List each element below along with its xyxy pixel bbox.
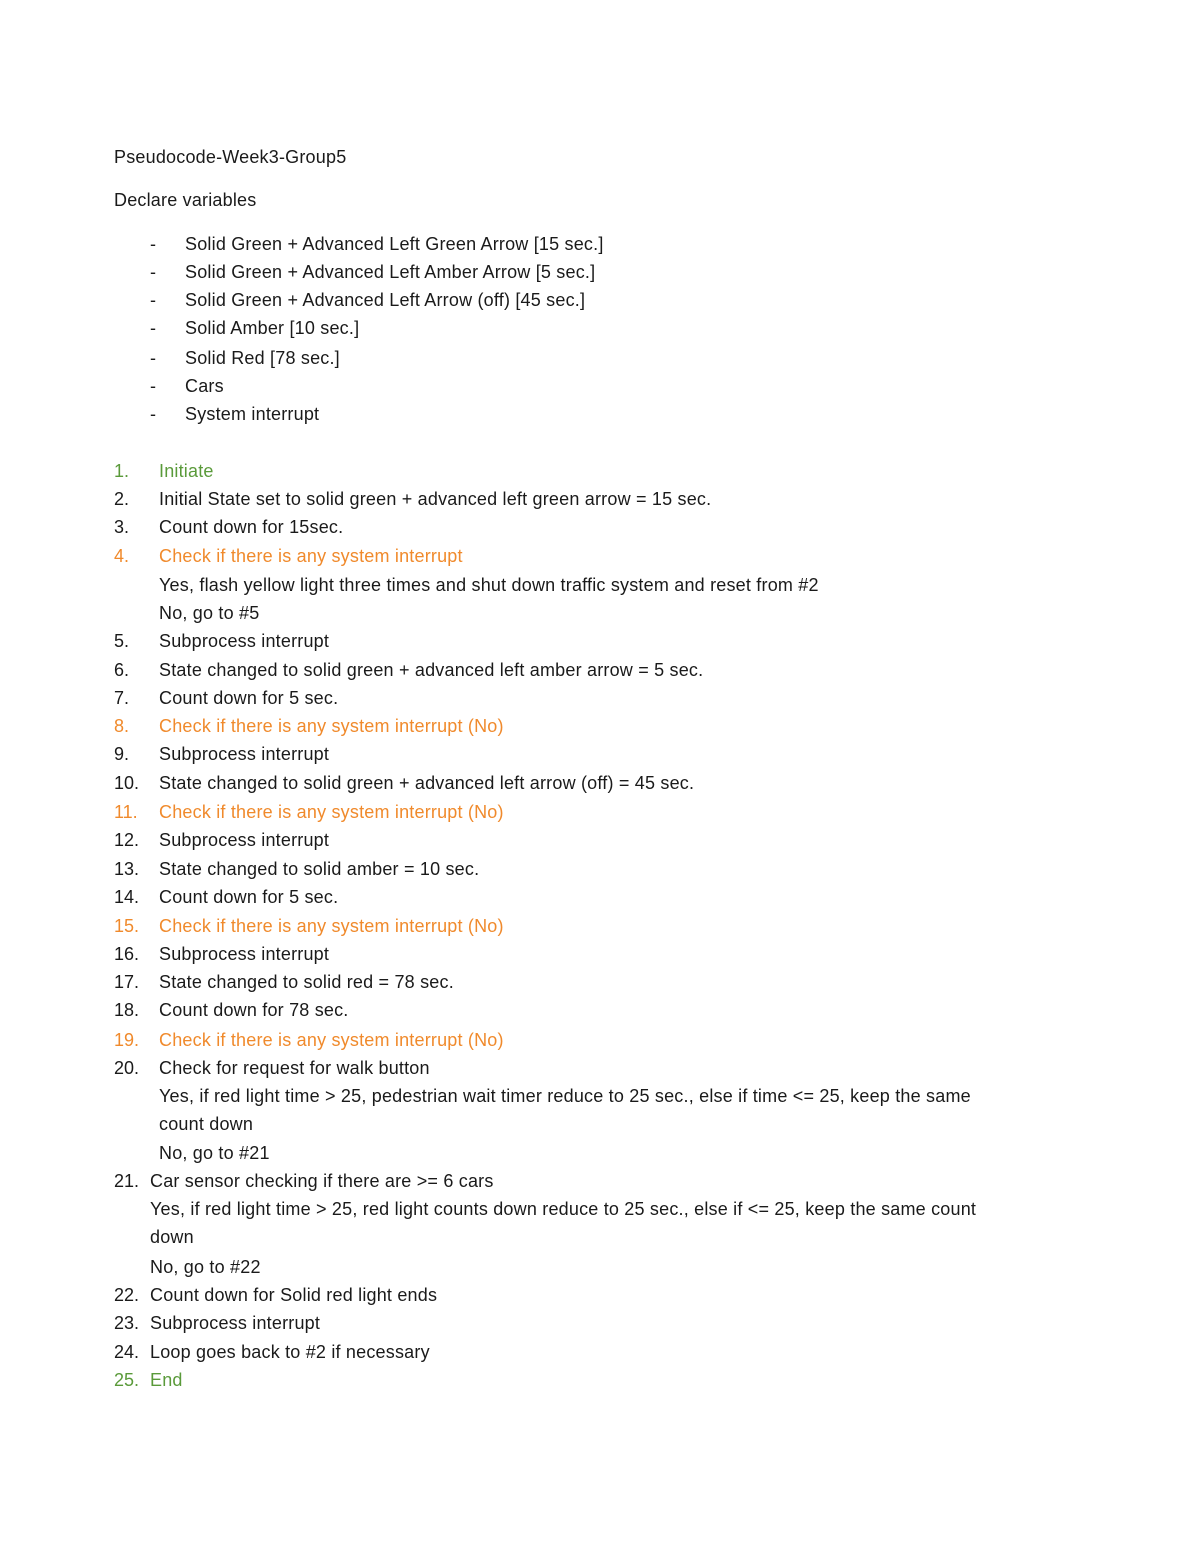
- step-text: State changed to solid green + advanced left amber arrow = 5 sec.: [159, 660, 704, 680]
- step-text: Count down for 15sec.: [159, 517, 344, 537]
- list-item: Solid Green + Advanced Left Amber Arrow [5 sec.]: [185, 262, 596, 282]
- step-number: 18.: [114, 1000, 140, 1020]
- step-text: Subprocess interrupt: [159, 631, 330, 651]
- step-number: 22.: [114, 1285, 140, 1305]
- list-item: Solid Green + Advanced Left Arrow (off) [45 sec.]: [185, 290, 586, 310]
- step-text: Check if there is any system interrupt (No): [159, 716, 504, 736]
- step-text: State changed to solid green + advanced left arrow (off) = 45 sec.: [159, 773, 695, 793]
- bullet-dash: -: [150, 290, 156, 310]
- step-text: Count down for 5 sec.: [159, 688, 339, 708]
- step-text: Car sensor checking if there are >= 6 cars: [150, 1171, 494, 1191]
- step-number: 7.: [114, 688, 130, 708]
- step-subline: No, go to #22: [150, 1257, 261, 1277]
- step-subline: down: [150, 1227, 194, 1247]
- step-text: Subprocess interrupt: [159, 944, 330, 964]
- step-number: 19.: [114, 1030, 140, 1050]
- bullet-dash: -: [150, 262, 156, 282]
- document-title: Pseudocode-Week3-Group5: [114, 147, 347, 167]
- step-text: Loop goes back to #2 if necessary: [150, 1342, 430, 1362]
- step-text: Subprocess interrupt: [150, 1313, 321, 1333]
- step-number: 24.: [114, 1342, 140, 1362]
- step-number: 9.: [114, 744, 130, 764]
- step-text: Subprocess interrupt: [159, 744, 330, 764]
- step-text: Count down for Solid red light ends: [150, 1285, 438, 1305]
- step-subline: count down: [159, 1114, 254, 1134]
- step-subline: Yes, if red light time > 25, pedestrian wait timer reduce to 25 sec., else if time <= 25, keep the same: [159, 1086, 971, 1106]
- step-number: 10.: [114, 773, 140, 793]
- step-number: 17.: [114, 972, 140, 992]
- bullet-dash: -: [150, 376, 156, 396]
- step-text: Check if there is any system interrupt (No): [159, 802, 504, 822]
- step-number: 3.: [114, 517, 130, 537]
- step-text: Check if there is any system interrupt: [159, 546, 463, 566]
- step-text: Check if there is any system interrupt (No): [159, 1030, 504, 1050]
- list-item: Solid Red [78 sec.]: [185, 348, 340, 368]
- step-text: Count down for 78 sec.: [159, 1000, 349, 1020]
- bullet-dash: -: [150, 234, 156, 254]
- step-number: 6.: [114, 660, 130, 680]
- bullet-dash: -: [150, 318, 156, 338]
- step-subline: Yes, flash yellow light three times and shut down traffic system and reset from #2: [159, 575, 819, 595]
- step-number: 14.: [114, 887, 140, 907]
- step-number: 16.: [114, 944, 140, 964]
- bullet-dash: -: [150, 348, 156, 368]
- bullet-dash: -: [150, 404, 156, 424]
- declare-heading: Declare variables: [114, 190, 257, 210]
- step-number: 11.: [114, 802, 138, 822]
- step-number: 13.: [114, 859, 140, 879]
- step-number: 8.: [114, 716, 130, 736]
- list-item: Cars: [185, 376, 224, 396]
- step-subline: Yes, if red light time > 25, red light counts down reduce to 25 sec., else if <= 25, keep the same count: [150, 1199, 977, 1219]
- step-text: State changed to solid red = 78 sec.: [159, 972, 454, 992]
- step-number: 21.: [114, 1171, 140, 1191]
- step-text: Subprocess interrupt: [159, 830, 330, 850]
- step-text: Initial State set to solid green + advanced left green arrow = 15 sec.: [159, 489, 712, 509]
- step-number: 15.: [114, 916, 140, 936]
- step-number: 25.: [114, 1370, 140, 1390]
- step-text: End: [150, 1370, 183, 1390]
- step-number: 23.: [114, 1313, 140, 1333]
- step-number: 12.: [114, 830, 140, 850]
- step-number: 5.: [114, 631, 130, 651]
- step-subline: No, go to #5: [159, 603, 260, 623]
- step-text: Initiate: [159, 461, 214, 481]
- step-text: Check for request for walk button: [159, 1058, 430, 1078]
- step-number: 1.: [114, 461, 130, 481]
- step-number: 4.: [114, 546, 130, 566]
- step-text: State changed to solid amber = 10 sec.: [159, 859, 480, 879]
- list-item: System interrupt: [185, 404, 320, 424]
- list-item: Solid Green + Advanced Left Green Arrow [15 sec.]: [185, 234, 604, 254]
- step-subline: No, go to #21: [159, 1143, 270, 1163]
- list-item: Solid Amber [10 sec.]: [185, 318, 360, 338]
- step-text: Count down for 5 sec.: [159, 887, 339, 907]
- step-number: 20.: [114, 1058, 140, 1078]
- step-number: 2.: [114, 489, 130, 509]
- step-text: Check if there is any system interrupt (No): [159, 916, 504, 936]
